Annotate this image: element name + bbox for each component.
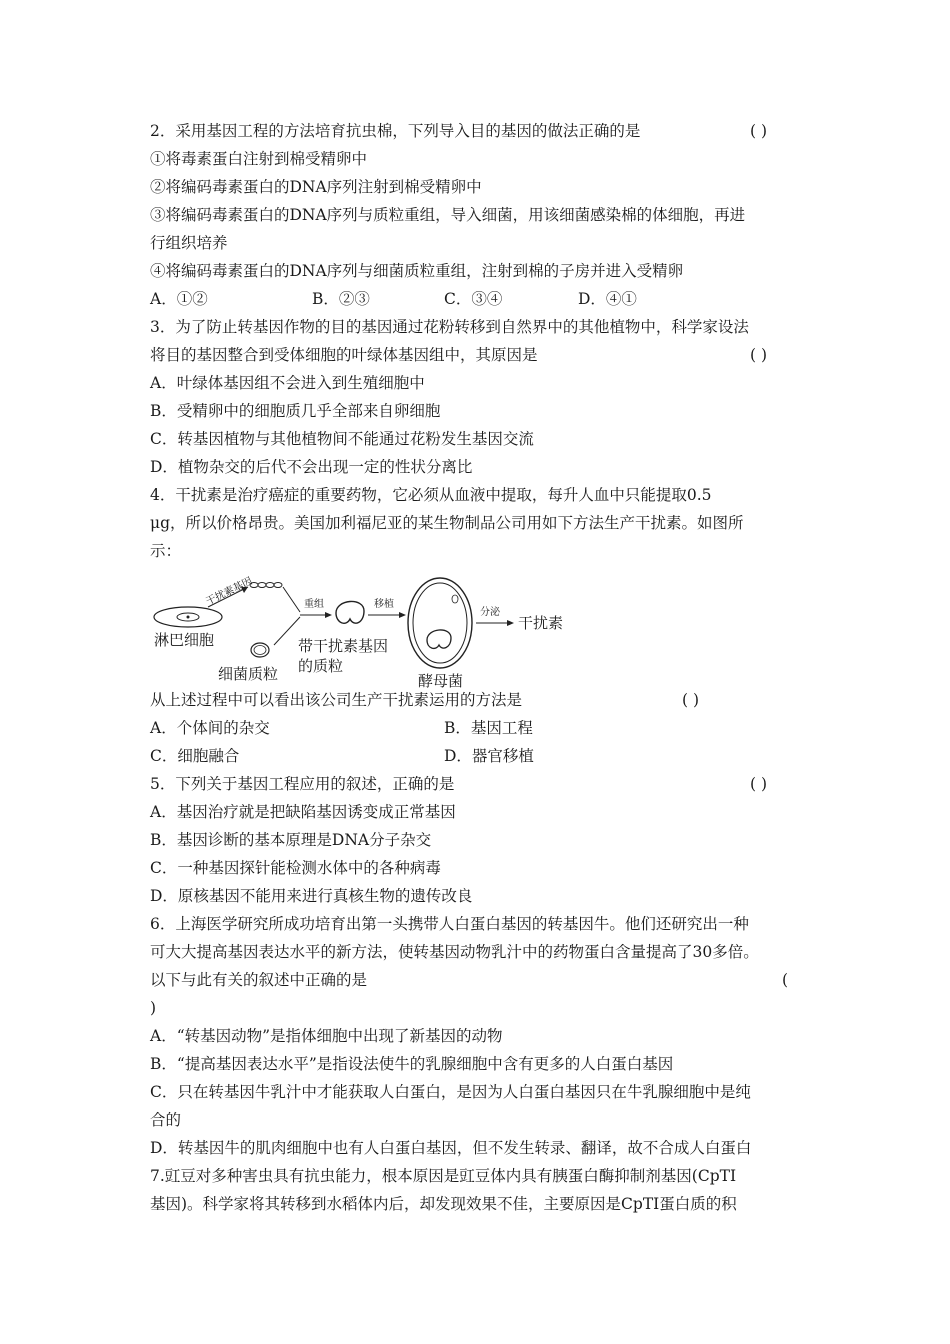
q2-option-a: A．①② bbox=[150, 290, 208, 308]
converge-line-bottom bbox=[274, 617, 300, 645]
q6-answer-paren-open: ( bbox=[782, 971, 789, 989]
recombinant-plasmid bbox=[336, 601, 364, 623]
q2-item-4: ④将编码毒素蛋白的DNA序列与细菌质粒重组，注射到棉的子房并进入受精卵 bbox=[150, 262, 684, 280]
q2-option-b: B．②③ bbox=[312, 290, 370, 308]
q2-answer-paren: ( ) bbox=[750, 122, 768, 140]
q4-question: 从上述过程中可以看出该公司生产干扰素运用的方法是 bbox=[150, 691, 523, 709]
q2-item-2: ②将编码毒素蛋白的DNA序列注射到棉受精卵中 bbox=[150, 178, 482, 196]
recombinant-label-1: 带干扰素基因 bbox=[298, 637, 389, 655]
q3-option-b: B．受精卵中的细胞质几乎全部来自卵细胞 bbox=[150, 402, 441, 420]
transplant-label: 移植 bbox=[374, 599, 394, 610]
q4-option-b: B．基因工程 bbox=[444, 719, 533, 737]
q4-option-a: A．个体间的杂交 bbox=[150, 719, 270, 737]
q6-stem-line-3: 以下与此有关的叙述中正确的是 bbox=[150, 971, 368, 989]
gene-dna-chain bbox=[250, 583, 282, 588]
q3-stem-line-1: 3．为了防止转基因作物的目的基因通过花粉转移到自然界中的其他植物中，科学家设法 bbox=[150, 318, 749, 336]
recombine-label: 重组 bbox=[304, 599, 324, 610]
gene-label: 干扰素基因 bbox=[204, 575, 255, 608]
q5-answer-paren: ( ) bbox=[750, 775, 768, 793]
q4-option-d: D．器官移植 bbox=[444, 747, 534, 765]
lymphocyte-cell bbox=[154, 607, 222, 627]
q3-option-a: A．叶绿体基因组不会进入到生殖细胞中 bbox=[150, 374, 425, 392]
q6-option-b: B．“提高基因表达水平”是指设法使牛的乳腺细胞中含有更多的人白蛋白基因 bbox=[150, 1055, 674, 1073]
q7-stem-line-1: 7.豇豆对多种害虫具有抗虫能力，根本原因是豇豆体内具有胰蛋白酶抑制剂基因(CpTI bbox=[150, 1167, 737, 1185]
interferon-production-diagram bbox=[150, 565, 590, 690]
q6-option-c: C．只在转基因牛乳汁中才能获取人白蛋白，是因为人白蛋白基因只在牛乳腺细胞中是纯 bbox=[150, 1083, 751, 1101]
converge-line-top bbox=[283, 587, 300, 612]
q5-stem: 5．下列关于基因工程应用的叙述，正确的是 bbox=[150, 775, 455, 793]
product-label: 干扰素 bbox=[518, 614, 564, 632]
q2-item-3-cont: 行组织培养 bbox=[150, 234, 228, 252]
q4-option-c: C．细胞融合 bbox=[150, 747, 240, 765]
q6-stem-line-1: 6．上海医学研究所成功培育出第一头携带人白蛋白基因的转基因牛。他们还研究出一种 bbox=[150, 915, 749, 933]
arrow-head bbox=[325, 612, 332, 618]
q6-stem-line-2: 可大大提高基因表达水平的新方法，使转基因动物乳汁中的药物蛋白含量提高了30多倍。 bbox=[150, 943, 759, 961]
plasmid-label: 细菌质粒 bbox=[218, 665, 279, 683]
q5-option-b: B．基因诊断的基本原理是DNA分子杂交 bbox=[150, 831, 432, 849]
q3-option-c: C．转基因植物与其他植物间不能通过花粉发生基因交流 bbox=[150, 430, 534, 448]
q5-option-a: A．基因治疗就是把缺陷基因诱变成正常基因 bbox=[150, 803, 456, 821]
q2-item-1: ①将毒素蛋白注射到棉受精卵中 bbox=[150, 150, 368, 168]
yeast-label: 酵母菌 bbox=[418, 672, 464, 690]
recombinant-label-2: 的质粒 bbox=[298, 657, 344, 675]
q2-option-d: D．④① bbox=[578, 290, 637, 308]
bacterial-plasmid bbox=[251, 643, 269, 657]
q6-option-a: A．“转基因动物”是指体细胞中出现了新基因的动物 bbox=[150, 1027, 503, 1045]
q7-stem-line-2: 基因)。科学家将其转移到水稻体内后，却发现效果不佳，主要原因是CpTI蛋白质的积 bbox=[150, 1195, 737, 1213]
arrow-head bbox=[507, 620, 514, 626]
q2-stem: 2．采用基因工程的方法培育抗虫棉，下列导入目的基因的做法正确的是 bbox=[150, 122, 641, 140]
q3-option-d: D．植物杂交的后代不会出现一定的性状分离比 bbox=[150, 458, 473, 476]
secrete-label: 分泌 bbox=[480, 607, 500, 618]
q4-stem-line-3: 示： bbox=[150, 542, 182, 560]
q4-answer-paren: ( ) bbox=[682, 691, 700, 709]
q6-option-d: D．转基因牛的肌肉细胞中也有人白蛋白基因，但不发生转录、翻译，故不合成人白蛋白 bbox=[150, 1139, 752, 1157]
q2-option-c: C．③④ bbox=[444, 290, 503, 308]
q2-item-3: ③将编码毒素蛋白的DNA序列与质粒重组，导入细菌，用该细菌感染棉的体细胞，再进 bbox=[150, 206, 746, 224]
q6-answer-paren-close: ) bbox=[150, 999, 157, 1017]
lymphocyte-label: 淋巴细胞 bbox=[154, 631, 215, 649]
arrow-head bbox=[399, 612, 406, 618]
q3-answer-paren: ( ) bbox=[750, 346, 768, 364]
q3-stem-line-2: 将目的基因整合到受体细胞的叶绿体基因组中，其原因是 bbox=[150, 346, 538, 364]
yeast-cell bbox=[408, 578, 472, 668]
q4-stem-line-1: 4．干扰素是治疗癌症的重要药物，它必须从血液中提取，每升人血中只能提取0.5 bbox=[150, 486, 712, 504]
q5-option-d: D．原核基因不能用来进行真核生物的遗传改良 bbox=[150, 887, 473, 905]
q4-stem-line-2: μg，所以价格昂贵。美国加利福尼亚的某生物制品公司用如下方法生产干扰素。如图所 bbox=[150, 514, 744, 532]
q6-option-c-cont: 合的 bbox=[150, 1111, 182, 1129]
q5-option-c: C．一种基因探针能检测水体中的各种病毒 bbox=[150, 859, 441, 877]
